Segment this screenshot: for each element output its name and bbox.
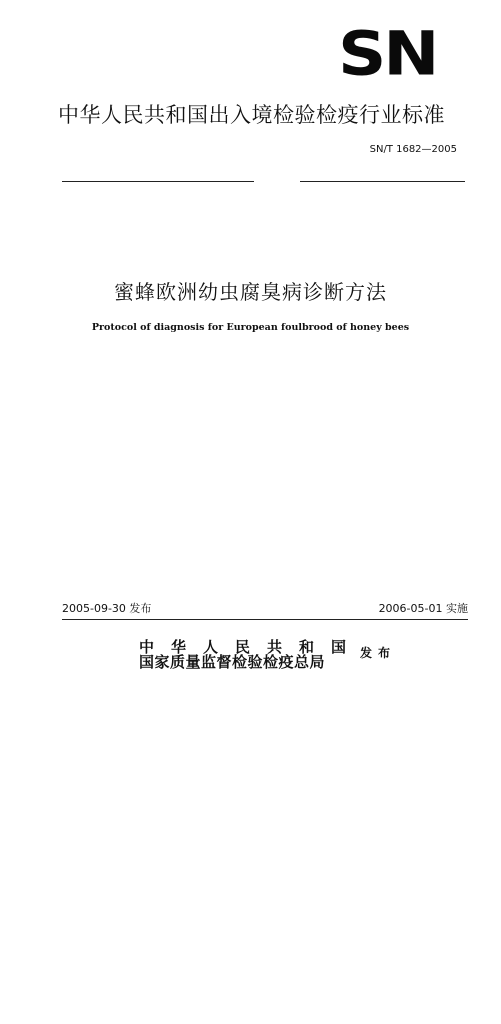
document-title: 蜜蜂欧洲幼虫腐臭病诊断方法 [114, 280, 387, 304]
issue-date: 2005-09-30 发布 [62, 602, 152, 615]
footer-divider [62, 619, 468, 620]
header-divider-right [300, 181, 465, 182]
publish-label: 发布 [360, 646, 397, 660]
sn-logo: SN [338, 19, 437, 90]
issuer-line-2: 国家质量监督检验检疫总局 [139, 653, 326, 671]
header-divider-left [62, 181, 254, 182]
standard-type-heading: 中华人民共和国出入境检验检疫行业标准 [58, 103, 445, 127]
document-english-title: Protocol of diagnosis for European foulbrood of honey bees [91, 322, 410, 333]
issuer-line-1: 中华人民共和国 [139, 638, 364, 656]
standard-number: SN/T 1682—2005 [369, 144, 457, 155]
effective-date: 2006-05-01 实施 [378, 602, 468, 615]
